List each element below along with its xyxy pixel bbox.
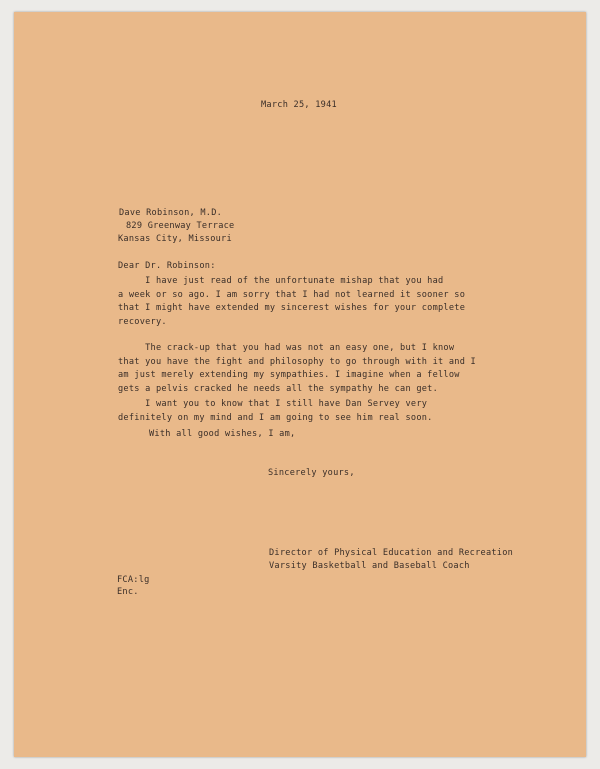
paragraph-3-line: I want you to know that I still have Dan Servey very (118, 399, 428, 409)
paragraph-3-line: definitely on my mind and I am going to see him real soon. (118, 412, 433, 423)
paragraph-1 (118, 275, 465, 329)
typist-initials: FCA:lg (117, 575, 150, 585)
letter-page (14, 12, 586, 757)
signature-title-2: Varsity Basketball and Baseball Coach (269, 561, 470, 571)
signature-title-1: Director of Physical Education and Recreation (269, 548, 514, 558)
paragraph-3 (118, 398, 433, 425)
recipient-name: Dave Robinson, M.D. (119, 208, 223, 218)
paragraph-2-line: that you have the fight and philosophy to go through with it and I (118, 356, 476, 367)
paragraph-1-line: recovery. (118, 316, 167, 327)
paragraph-2-line: The crack-up that you had was not an easy one, but I know (118, 343, 455, 353)
paragraph-1-line: a week or so ago. I am sorry that I had not learned it sooner so (118, 289, 466, 300)
recipient-city: Kansas City, Missouri (118, 234, 232, 244)
paragraph-1-line: I have just read of the unfortunate mishap that you had (118, 276, 444, 286)
letter-date: March 25, 1941 (261, 100, 337, 110)
paragraph-1-line: that I might have extended my sincerest wishes for your complete (118, 303, 466, 313)
salutation: Dear Dr. Robinson: (118, 261, 216, 271)
signoff: Sincerely yours, (268, 468, 355, 478)
paragraph-2-line: gets a pelvis cracked he needs all the sympathy he can get. (118, 383, 439, 394)
paragraph-2-line: am just merely extending my sympathies. I imagine when a fellow (118, 370, 460, 380)
recipient-street: 829 Greenway Terrace (126, 221, 235, 231)
paragraph-2 (118, 342, 476, 396)
closing-line: With all good wishes, I am, (149, 429, 296, 439)
enclosure-note: Enc. (117, 587, 139, 597)
